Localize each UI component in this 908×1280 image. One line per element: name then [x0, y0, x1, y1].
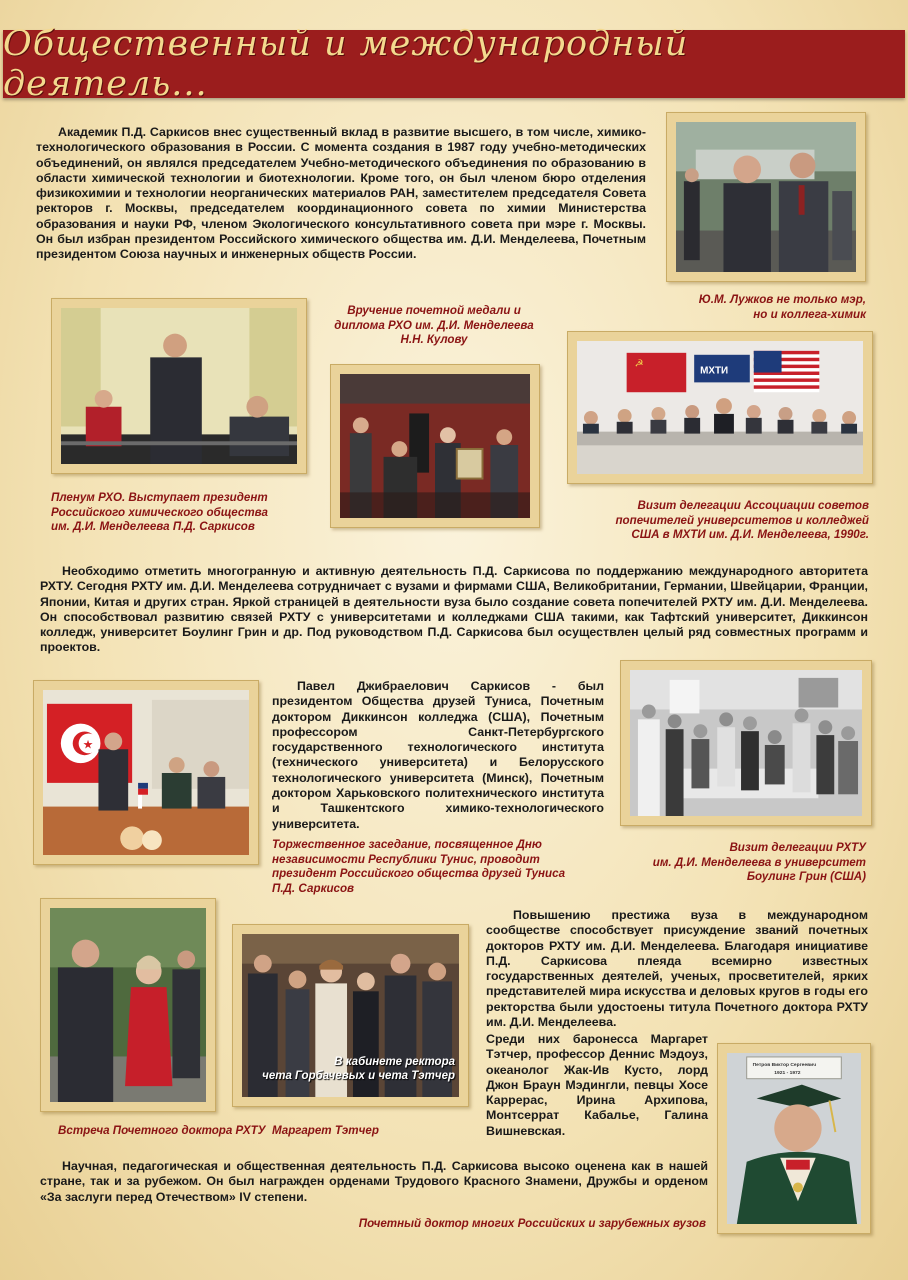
- photo-delegation: [577, 341, 863, 474]
- overlay-line: В кабинете ректора: [334, 1056, 455, 1068]
- photo-medal: [340, 374, 530, 518]
- nameplate-line1: Петров Виктор Сергеевич: [752, 1062, 817, 1068]
- caption-honorary-doctor: [300, 1217, 706, 1232]
- paragraph-international: Необходимо отметить многогранную и активную деятельность П.Д. Саркисова по поддержанию международного авторитета РХТУ. Сегодня РХТУ им. Д.И. Менделеева сотрудничает с вузами и фирмами США, Великобритании, Германии, Швейцарии, Франции, Японии, Китая и других стран. Яркой страницей в деятельности вуза было создание совета попечителей РХТУ им. Д.И. Менделеева. Он способствовал развитию связей РХТУ с университетами и колледжами США такими, как Тафтский университет, Диккинсон колледж, университет Боулинг Грин и др. Под руководством П.Д. Саркисова был осуществлен целый ряд совместных программ и проектов.: [40, 564, 868, 655]
- caption-line: Боулинг Грин (США): [746, 870, 866, 883]
- paragraph-intro: Академик П.Д. Саркисов внес существенный вклад в развитие высшего, в том числе, химико-технологического образования в России. С момента создания в 1987 году учебно-методических объединений, он являлся председателем Учебно-методического объединения по образованию в области химической технологии и биотехнологии. Кроме того, он был членом бюро отделения физикохимии и технологии неорганических материалов РАН, заместителем председателя Совета ректоров г. Москвы, председателем координационного совета по химии Министерства образования и науки РФ, членом Экологического консультативного совета при мэре г. Москвы. Он был избран президентом Российского химического общества им. Д.И. Менделеева, Почетным президентом Союза научных и инженерных обществ России.: [36, 125, 646, 262]
- title-banner: [3, 24, 905, 104]
- caption-line: США в МХТИ им. Д.И. Менделеева, 1990г.: [631, 528, 869, 541]
- caption-line: Торжественное заседание, посвященное Дню: [272, 838, 542, 851]
- page-title: Общественный и международный деятель...: [3, 24, 689, 104]
- caption-line: Встреча Почетного доктора РХТУ Маргарет Тэтчер: [58, 1124, 379, 1137]
- caption-bowling-green: [600, 841, 866, 885]
- photo-luzhkov: [676, 122, 856, 272]
- svg-text:☭: ☭: [634, 358, 644, 370]
- office-overlay-caption: [255, 1055, 455, 1083]
- photo-thatcher: [50, 908, 206, 1102]
- caption-line: им. Д.И. Менделеева в университет: [652, 855, 866, 869]
- caption-line: Визит делегации Ассоциации советов: [637, 499, 869, 512]
- photo-plenum: [61, 308, 297, 464]
- nameplate-line2: 1921 - 1972: [774, 1070, 801, 1076]
- caption-line: им. Д.И. Менделеева П.Д. Саркисов: [51, 520, 255, 533]
- caption-line: Российского химического общества: [51, 505, 268, 519]
- caption-thatcher: [58, 1124, 418, 1139]
- svg-text:★: ★: [82, 737, 94, 752]
- paragraph-awards: Научная, педагогическая и общественная деятельность П.Д. Саркисова высоко оценена как в нашей стране, так и за рубежом. Он был награжден орденами Трудового Красного Знамени, Дружбы и орденом «За заслуги перед Отечеством» IV степени.: [40, 1159, 708, 1204]
- caption-line: но и коллега-химик: [753, 307, 866, 321]
- caption-luzhkov: [620, 293, 866, 322]
- caption-plenum: [51, 491, 321, 535]
- caption-line: президент Российского общества друзей Туниса: [272, 867, 566, 880]
- photo-frame-thatcher: [40, 898, 216, 1112]
- caption-line: диплома РХО им. Д.И. Менделеева: [334, 318, 534, 332]
- caption-line: П.Д. Саркисов: [272, 881, 355, 895]
- photo-bowling-green: [630, 670, 862, 816]
- photo-frame-office: [232, 924, 469, 1107]
- caption-delegation: [560, 499, 869, 543]
- caption-line: Пленум РХО. Выступает президент: [51, 491, 268, 504]
- photo-frame-medal: [330, 364, 540, 528]
- photo-frame-bowling-green: [620, 660, 872, 826]
- paragraph-tunisia: Павел Джибраелович Саркисов - был президентом Общества друзей Туниса, Почетным доктором Диккинсон колледжа (США), Почетным профессором Санкт-Петербургского государственного технологического института (технического университета) и Белорусского технологического университета (Минск), Почетным доктором Харьковского политехнического института и Ташкентского химико-технологического университета.: [272, 679, 604, 831]
- caption-line: Вручение почетной медали и: [347, 304, 521, 317]
- photo-office: [242, 934, 459, 1097]
- mhti-banner-text: МХТИ: [700, 365, 729, 377]
- photo-frame-delegation: [567, 331, 873, 484]
- photo-frame-luzhkov: [666, 112, 866, 282]
- photo-tunisia: [43, 690, 249, 855]
- paragraph-honorary: Повышению престижа вуза в международном сообществе способствует присуждение званий почетных докторов РХТУ им. Д.И. Менделеева. Благодаря инициативе П.Д. Саркисова плеяда всемирно известных государственных деятелей, ученых, просветителей, ярких представителей мира искусства и деловых кругов в годы его ректорства были удостоены титула Почетного доктора РХТУ им. Д.И. Менделеева.: [486, 908, 868, 1030]
- caption-line: Визит делегации РХТУ: [729, 841, 866, 854]
- photo-frame-plenum: [51, 298, 307, 474]
- photo-frame-tunisia: [33, 680, 259, 865]
- caption-line: Н.Н. Кулову: [400, 333, 468, 346]
- overlay-line: чета Горбачевых и чета Тэтчер: [262, 1070, 455, 1082]
- caption-medal: [318, 304, 550, 348]
- paragraph-honorary-list: Среди них баронесса Маргарет Тэтчер, профессор Деннис Мэдоуз, океанолог Жак-Ив Кусто, лорд Джон Браун Мэдингли, певцы Хосе Каррерас, Ирина Архипова, Монтсеррат Кабалье, Галина Вишневская.: [486, 1032, 708, 1138]
- caption-line: Ю.М. Лужков не только мэр,: [698, 293, 866, 306]
- photo-frame-honorary-doctor: [717, 1043, 871, 1234]
- photo-honorary-doctor: [727, 1053, 861, 1224]
- caption-line: Почетный доктор многих Российских и зарубежных вузов: [358, 1217, 706, 1230]
- caption-line: попечителей университетов и колледжей: [615, 513, 869, 527]
- caption-line: независимости Республики Тунис, проводит: [272, 852, 540, 866]
- caption-tunisia: [272, 838, 602, 896]
